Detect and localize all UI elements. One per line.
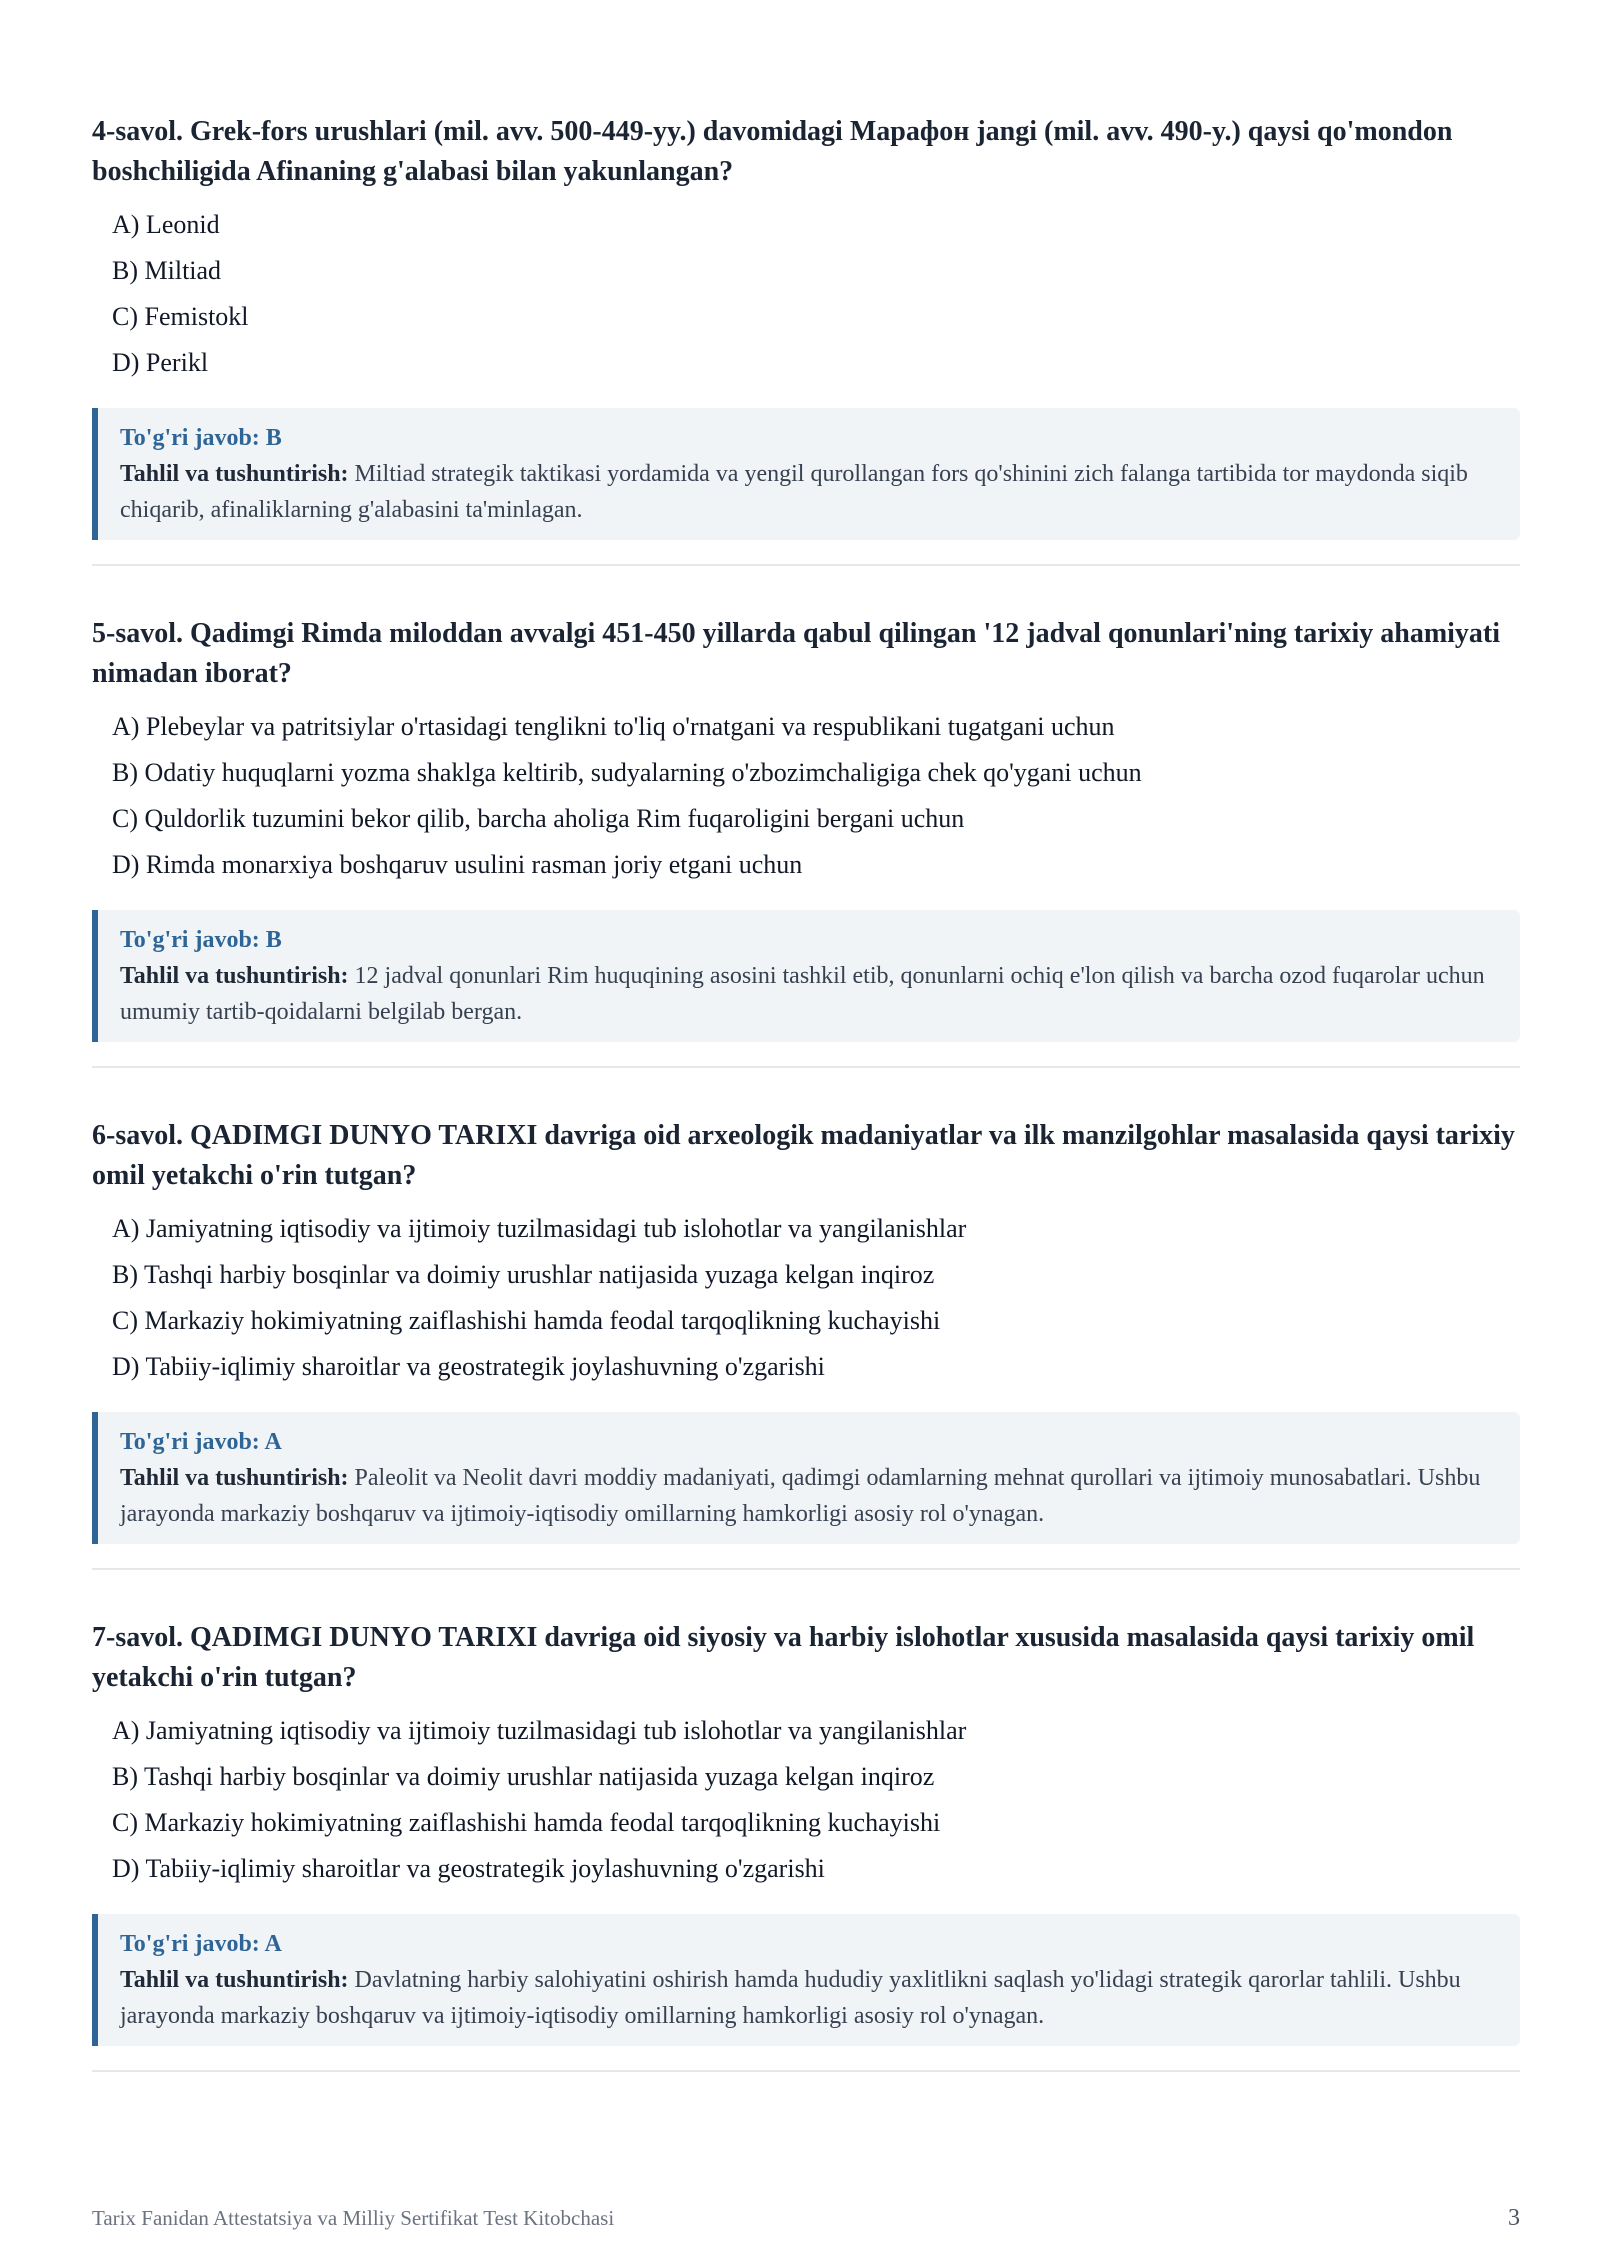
options-list: [92, 1206, 1520, 1390]
option-c: C) Markaziy hokimiyatning zaiflashishi hamda feodal tarqoqlikning kuchayishi: [112, 1306, 941, 1335]
correct-answer: To'g'ri javob: A: [120, 1429, 282, 1455]
answer-box: [92, 1914, 1520, 2046]
question-block: [92, 1618, 1520, 2072]
question-title: 5-savol. Qadimgi Rimda miloddan avvalgi 451-450 yillarda qabul qilingan '12 jadval qonunlari'ning tarixiy ahamiyati nimadan iborat?: [92, 618, 1501, 689]
correct-answer: To'g'ri javob: B: [120, 927, 282, 953]
question-title: 6-savol. QADIMGI DUNYO TARIXI davriga oid arxeologik madaniyatlar va ilk manzilgohlar masalasida qaysi tarixiy omil yetakchi o'rin tutgan?: [92, 1120, 1515, 1191]
explanation-label: Tahlil va tushuntirish:: [120, 963, 349, 989]
option-a: A) Jamiyatning iqtisodiy va ijtimoiy tuzilmasidagi tub islohotlar va yangilanishlar: [112, 1214, 967, 1243]
correct-answer: To'g'ri javob: B: [120, 425, 282, 451]
option-d: D) Rimda monarxiya boshqaruv usulini rasman joriy etgani uchun: [112, 850, 803, 879]
option-a: A) Jamiyatning iqtisodiy va ijtimoiy tuzilmasidagi tub islohotlar va yangilanishlar: [112, 1716, 967, 1745]
explanation: [120, 1962, 1500, 2034]
option-b: B) Tashqi harbiy bosqinlar va doimiy urushlar natijasida yuzaga kelgan inqiroz: [112, 1260, 935, 1289]
options-list: [92, 704, 1520, 888]
explanation-label: Tahlil va tushuntirish:: [120, 1967, 349, 1993]
explanation-text: Miltiad strategik taktikasi yordamida va yengil qurollangan fors qo'shinini zich falanga tartibida tor maydonda siqib chiqarib, afinaliklarning g'alabasini ta'minlagan.: [120, 461, 1468, 523]
option-b: B) Odatiy huquqlarni yozma shaklga keltirib, sudyalarning o'zbozimchaligiga chek qo'ygani uchun: [112, 758, 1142, 787]
page-number: 3: [1508, 2205, 1520, 2231]
option-c: C) Markaziy hokimiyatning zaiflashishi hamda feodal tarqoqlikning kuchayishi: [112, 1808, 941, 1837]
option-d: D) Tabiiy-iqlimiy sharoitlar va geostrategik joylashuvning o'zgarishi: [112, 1854, 825, 1883]
explanation: [120, 456, 1500, 528]
correct-answer: To'g'ri javob: A: [120, 1931, 282, 1957]
question-block: [92, 112, 1520, 566]
answer-box: [92, 910, 1520, 1042]
answer-box: [92, 1412, 1520, 1544]
option-b: B) Miltiad: [112, 256, 222, 285]
explanation-label: Tahlil va tushuntirish:: [120, 1465, 349, 1491]
option-a: A) Plebeylar va patritsiylar o'rtasidagi tenglikni to'liq o'rnatgani va respublikani tugatgani uchun: [112, 712, 1115, 741]
option-b: B) Tashqi harbiy bosqinlar va doimiy urushlar natijasida yuzaga kelgan inqiroz: [112, 1762, 935, 1791]
answer-box: [92, 408, 1520, 540]
option-d: D) Tabiiy-iqlimiy sharoitlar va geostrategik joylashuvning o'zgarishi: [112, 1352, 825, 1381]
explanation-text: Davlatning harbiy salohiyatini oshirish hamda hududiy yaxlitlikni saqlash yo'lidagi strategik qarorlar tahlili. Ushbu jarayonda markaziy boshqaruv va ijtimoiy-iqtisodiy omillarning hamkorligi asosiy rol o'ynagan.: [120, 1967, 1461, 2029]
option-d: D) Perikl: [112, 348, 209, 377]
question-block: [92, 614, 1520, 1068]
options-list: [92, 1708, 1520, 1892]
option-c: C) Quldorlik tuzumini bekor qilib, barcha aholiga Rim fuqaroligini bergani uchun: [112, 804, 965, 833]
options-list: [92, 202, 1520, 386]
option-a: A) Leonid: [112, 210, 220, 239]
page-footer: [92, 2205, 1520, 2232]
explanation: [120, 958, 1500, 1030]
document-page: [92, 112, 1520, 2120]
explanation-text: Paleolit va Neolit davri moddiy madaniyati, qadimgi odamlarning mehnat qurollari va ijtimoiy munosabatlari. Ushbu jarayonda markaziy boshqaruv va ijtimoiy-iqtisodiy omillarning hamkorligi asosiy rol o'ynagan.: [120, 1465, 1481, 1527]
explanation: [120, 1460, 1500, 1532]
explanation-label: Tahlil va tushuntirish:: [120, 461, 349, 487]
question-title: 7-savol. QADIMGI DUNYO TARIXI davriga oid siyosiy va harbiy islohotlar xususida masalasida qaysi tarixiy omil yetakchi o'rin tutgan?: [92, 1622, 1475, 1693]
footer-book-title: Tarix Fanidan Attestatsiya va Milliy Sertifikat Test Kitobchasi: [92, 2206, 615, 2230]
explanation-text: 12 jadval qonunlari Rim huquqining asosini tashkil etib, qonunlarni ochiq e'lon qilish va barcha ozod fuqarolar uchun umumiy tartib-qoidalarni belgilab bergan.: [120, 963, 1485, 1025]
option-c: C) Femistokl: [112, 302, 249, 331]
question-block: [92, 1116, 1520, 1570]
question-title: 4-savol. Grek-fors urushlari (mil. avv. 500-449-yy.) davomidagi Марафон jangi (mil. avv. 490-y.) qaysi qo'mondon boshchiligida Afinaning g'alabasi bilan yakunlangan?: [92, 116, 1453, 187]
